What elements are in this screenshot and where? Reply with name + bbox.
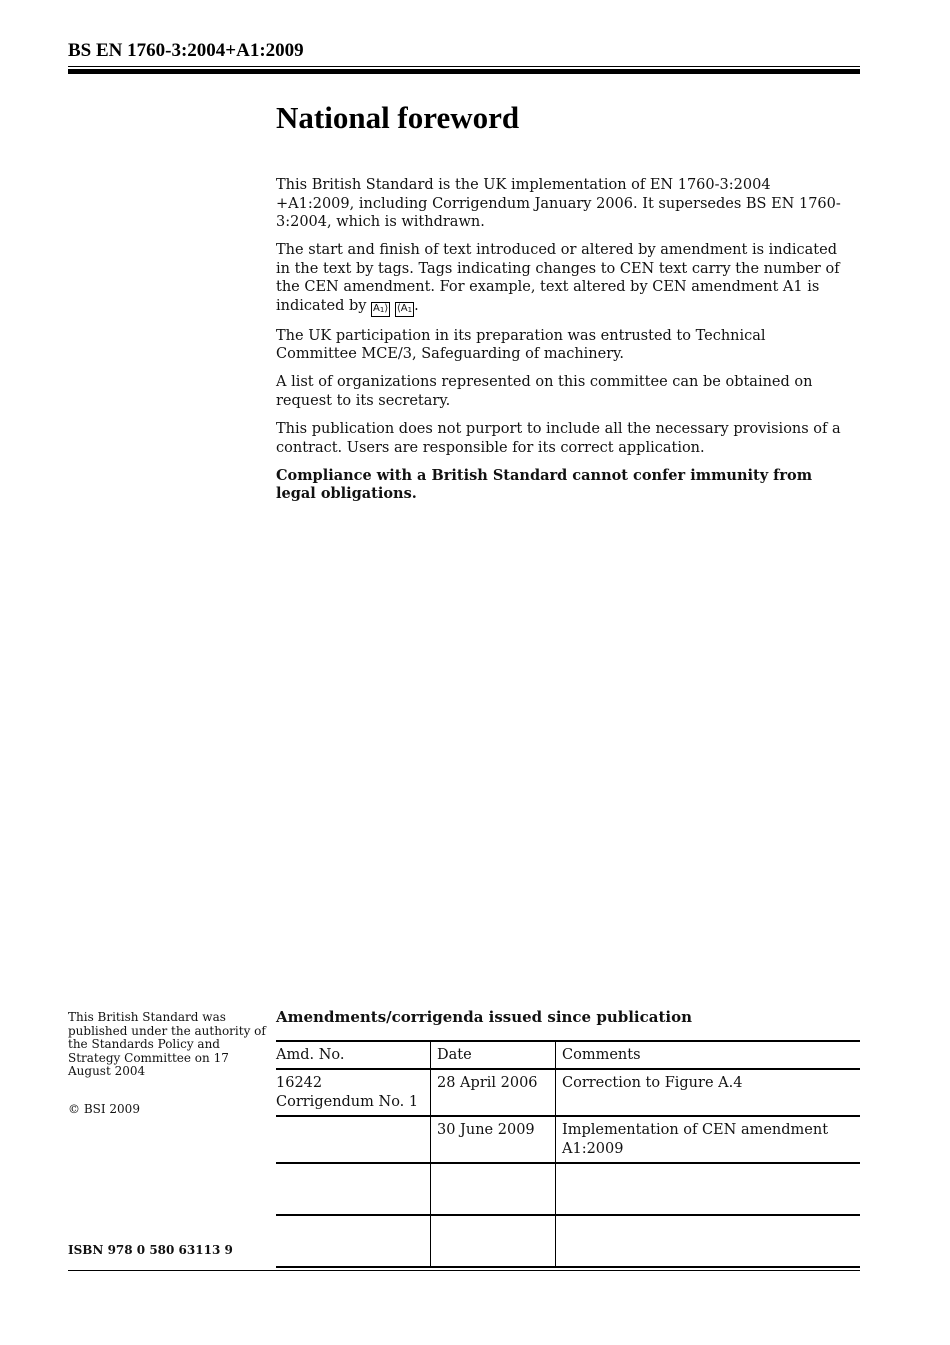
column-header-amd-no: Amd. No. (276, 1041, 431, 1069)
header-rule-thick (68, 69, 860, 74)
paragraph-committee: The UK participation in its preparation was entrusted to Technical Committee MCE/3, Safeguarding of machinery. (276, 327, 766, 363)
empty-cell (431, 1163, 556, 1215)
isbn: ISBN 978 0 580 63113 9 (68, 1243, 233, 1257)
amendments-table (276, 1040, 860, 1268)
authority-note: This British Standard was published under the authority of the Standards Policy and Strategy Committee on 17 August 2004 (68, 1010, 266, 1079)
date-cell: 28 April 2006 (431, 1069, 556, 1116)
comments-cell: Implementation of CEN amendment A1:2009 (556, 1116, 861, 1163)
paragraph-amendment-tags: The start and finish of text introduced or altered by amendment is indicated in the text by tags. Tags indicating changes to CEN text carry the number of the CEN amendment. For example, text altered by CEN amendment A1 is indicated by $A_1⟩$ $⟨A_1$ . (276, 241, 846, 317)
foreword-body (276, 176, 846, 513)
column-header-date: Date (431, 1041, 556, 1069)
empty-cell (276, 1163, 431, 1215)
table-row (276, 1116, 860, 1163)
amendment-open-tag-icon: $A_1⟩$ (371, 302, 390, 317)
header-standard-id: BS EN 1760-3:2004+A1:2009 (68, 40, 304, 61)
empty-cell (556, 1163, 861, 1215)
amd-no-cell (276, 1069, 431, 1116)
amd-no: 16242 (276, 1075, 323, 1091)
paragraph-compliance: Compliance with a British Standard cannot confer immunity from legal obligations. (276, 466, 813, 503)
amendment-tags-text: The start and finish of text introduced or altered by amendment is indicated in the text by tags. Tags indicating changes to CEN text carry the number of the CEN amendment. For example, text altered by CEN amendment A1 is indicated by (276, 242, 840, 315)
paragraph-implementation: This British Standard is the UK implementation of EN 1760-3:2004 +A1:2009, including Corrigendum January 2006. It supersedes BS EN 1760-3:2004, which is withdrawn. (276, 177, 841, 231)
comments-cell: Correction to Figure A.4 (556, 1069, 861, 1116)
empty-cell (431, 1215, 556, 1267)
empty-cell (276, 1215, 431, 1267)
table-header-row (276, 1041, 860, 1069)
amd-no-cell (276, 1116, 431, 1163)
table-row-empty (276, 1215, 860, 1267)
footer-rule (68, 1270, 860, 1271)
paragraph-organizations: A list of organizations represented on this committee can be obtained on request to its secretary. (276, 374, 813, 409)
paragraph-provisions: This publication does not purport to include all the necessary provisions of a contract. Users are responsible for its correct application. (276, 420, 841, 456)
column-header-comments: Comments (556, 1041, 861, 1069)
empty-cell (556, 1215, 861, 1267)
date-cell: 30 June 2009 (431, 1116, 556, 1163)
table-row (276, 1069, 860, 1116)
page-title: National foreword (276, 100, 520, 135)
amendments-heading: Amendments/corrigenda issued since publication (276, 1008, 692, 1026)
copyright: © BSI 2009 (68, 1102, 140, 1116)
table-row-empty (276, 1163, 860, 1215)
amd-sub: Corrigendum No. 1 (276, 1094, 419, 1110)
header-rule-thin (68, 66, 860, 67)
amendment-close-tag-icon: $⟨A_1$ (395, 302, 414, 317)
